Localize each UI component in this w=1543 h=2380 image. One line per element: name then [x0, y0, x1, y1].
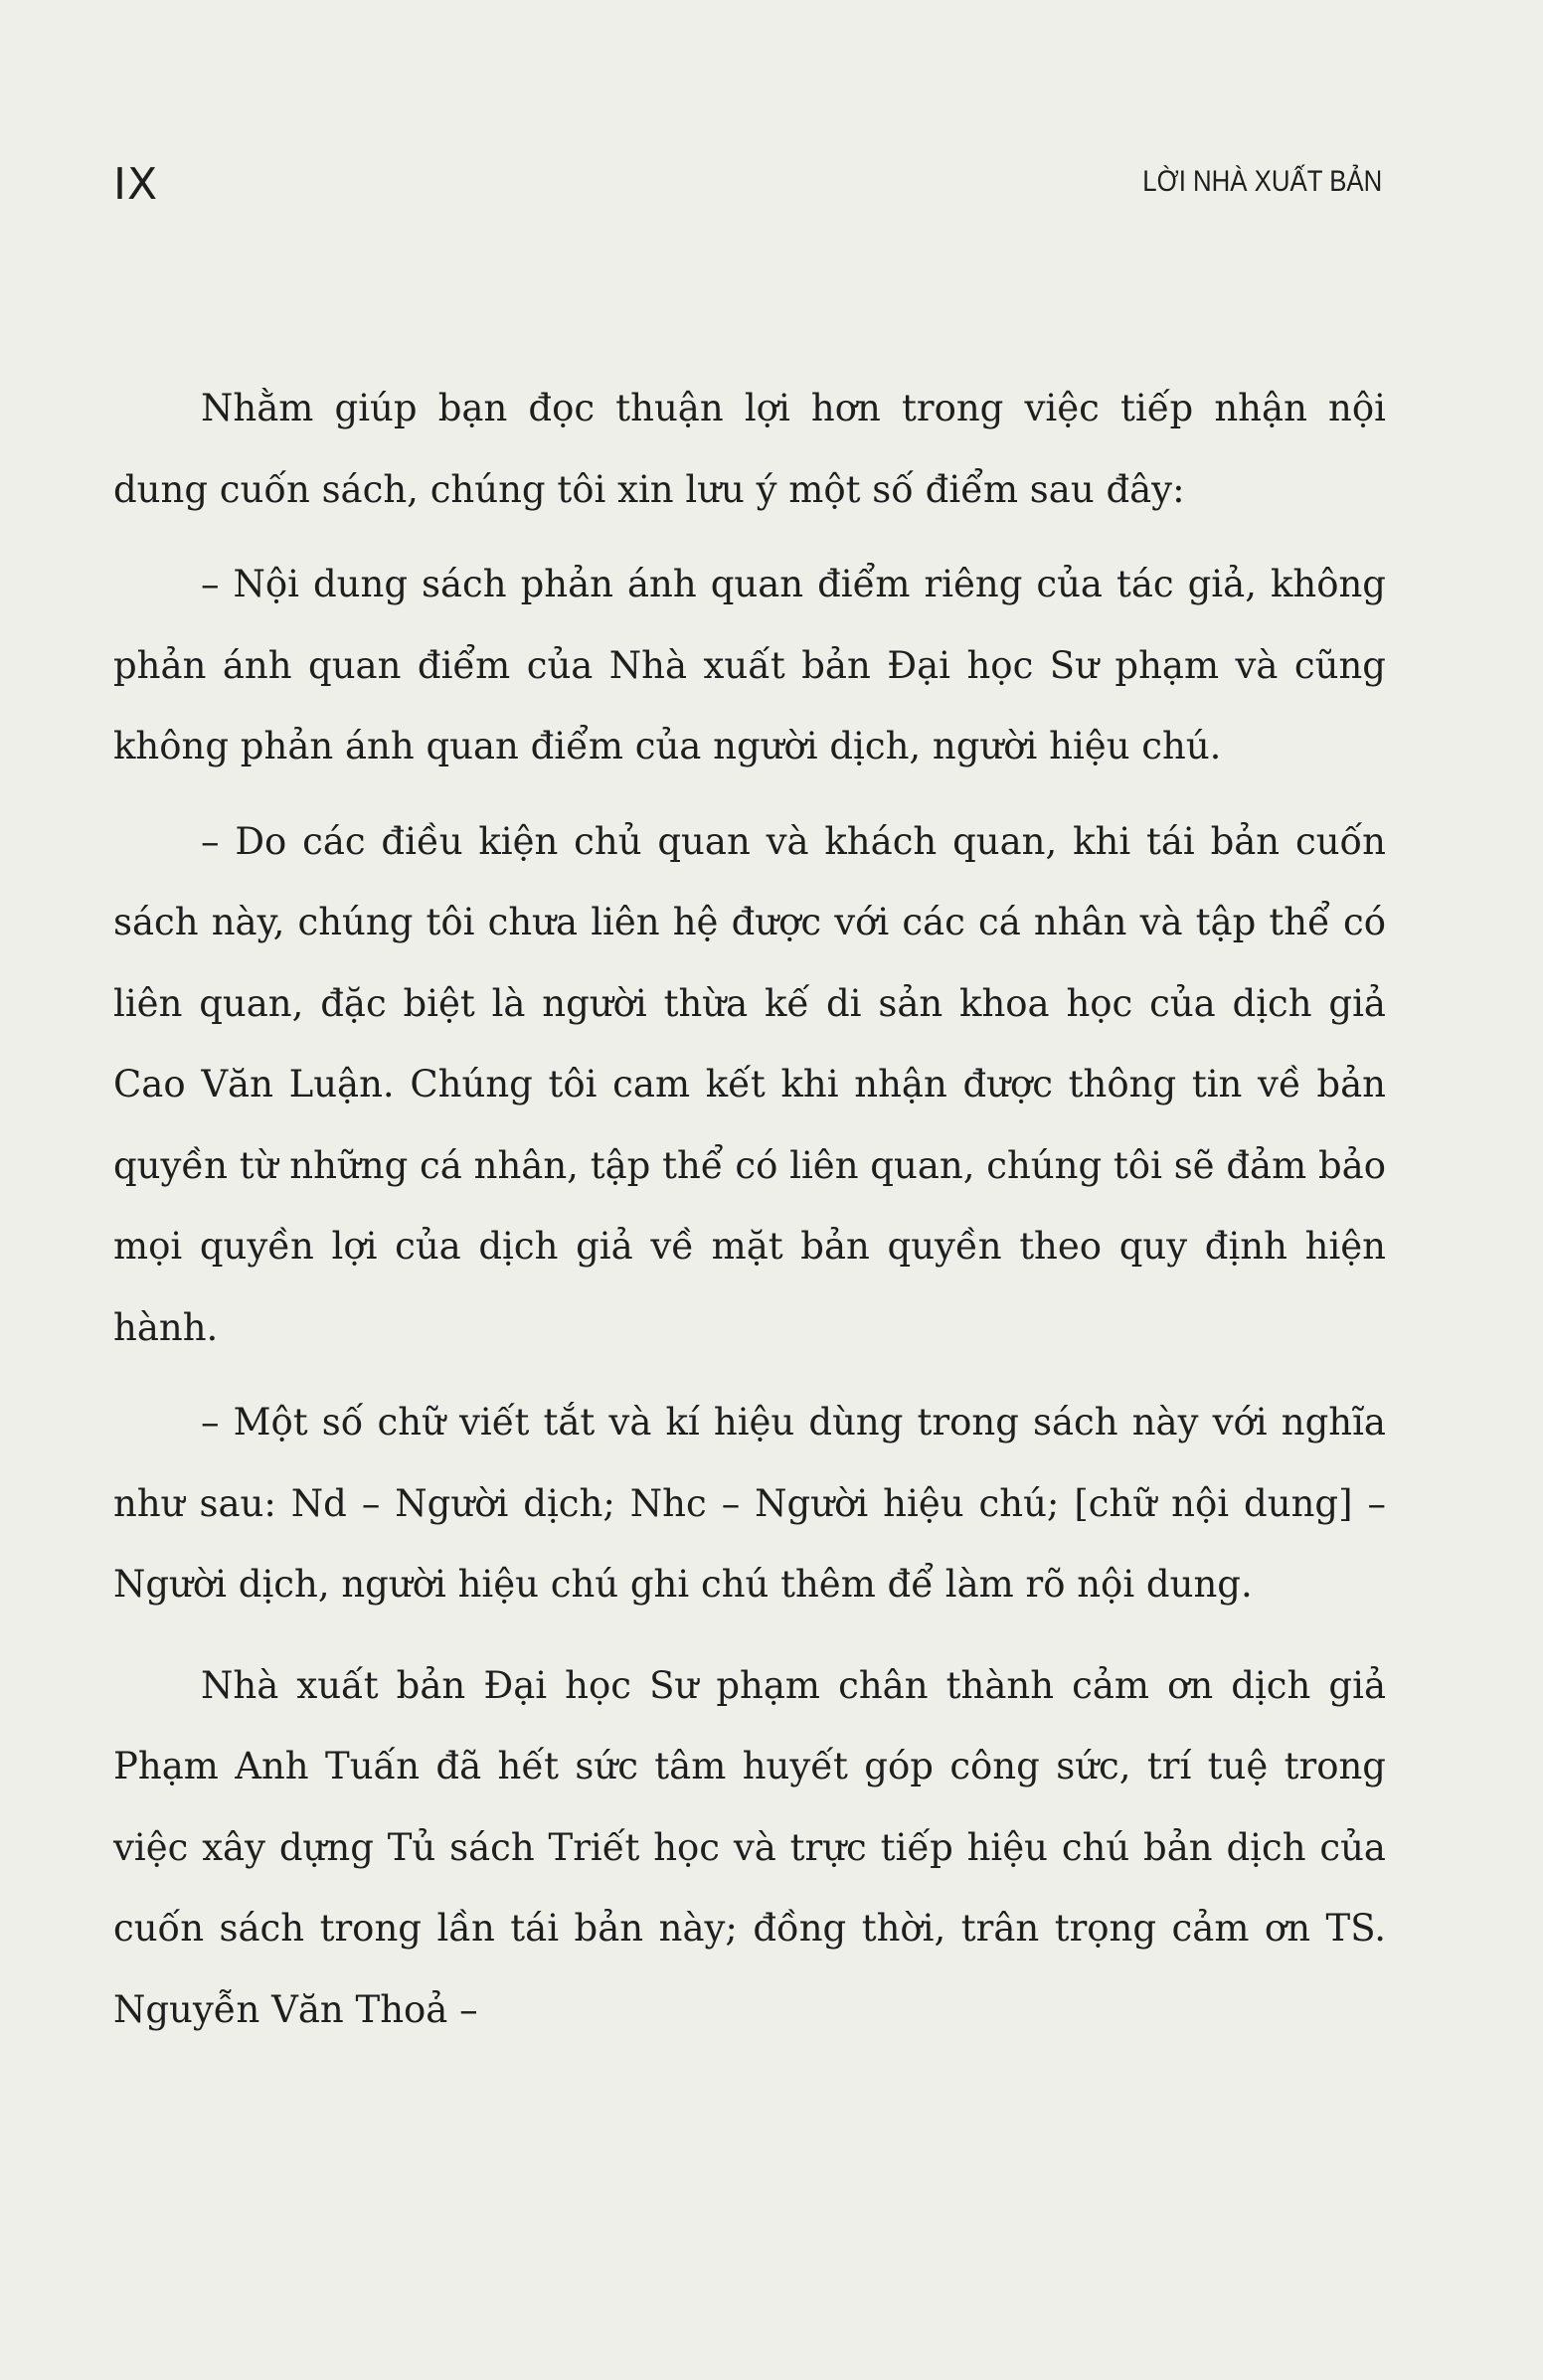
paragraph-intro: Nhằm giúp bạn đọc thuận lợi hơn trong việc tiếp nhận nội dung cuốn sách, chúng tôi xin lưu ý một số điểm sau đây:: [113, 387, 1386, 511]
paragraph-point-1: – Nội dung sách phản ánh quan điểm riêng của tác giả, không phản ánh quan điểm của Nhà xuất bản Đại học Sư phạm và cũng không phản ánh quan điểm của người dịch, người hiệu chú.: [113, 563, 1386, 767]
paragraph-point-3: – Một số chữ viết tắt và kí hiệu dùng trong sách này với nghĩa như sau: Nd – Người dịch; Nhc – Người hiệu chú; [chữ nội dung] – Người dịch, người hiệu chú ghi chú thêm để làm rõ nội dung.: [113, 1401, 1386, 1606]
paragraph-point-2: – Do các điều kiện chủ quan và khách quan, khi tái bản cuốn sách này, chúng tôi chưa liên hệ được với các cá nhân và tập thể có liên quan, đặc biệt là người thừa kế di sản khoa học của dịch giả Cao Văn Luận. Chúng tôi cam kết khi nhận được thông tin về bản quyền từ những cá nhân, tập thể có liên quan, chúng tôi sẽ đảm bảo mọi quyền lợi của dịch giả về mặt bản quyền theo quy định hiện hành.: [113, 819, 1386, 1349]
page-number: IX: [113, 159, 159, 210]
body-text: [113, 368, 1386, 2050]
paragraph-thanks: Nhà xuất bản Đại học Sư phạm chân thành cảm ơn dịch giả Phạm Anh Tuấn đã hết sức tâm huyết góp công sức, trí tuệ trong việc xây dựng Tủ sách Triết học và trực tiếp hiệu chú bản dịch của cuốn sách trong lần tái bản này; đồng thời, trân trọng cảm ơn TS. Nguyễn Văn Thoả –: [113, 1663, 1386, 2031]
running-title: LỜI NHÀ XUẤT BẢN: [1141, 165, 1382, 198]
page-header: [113, 159, 1382, 219]
